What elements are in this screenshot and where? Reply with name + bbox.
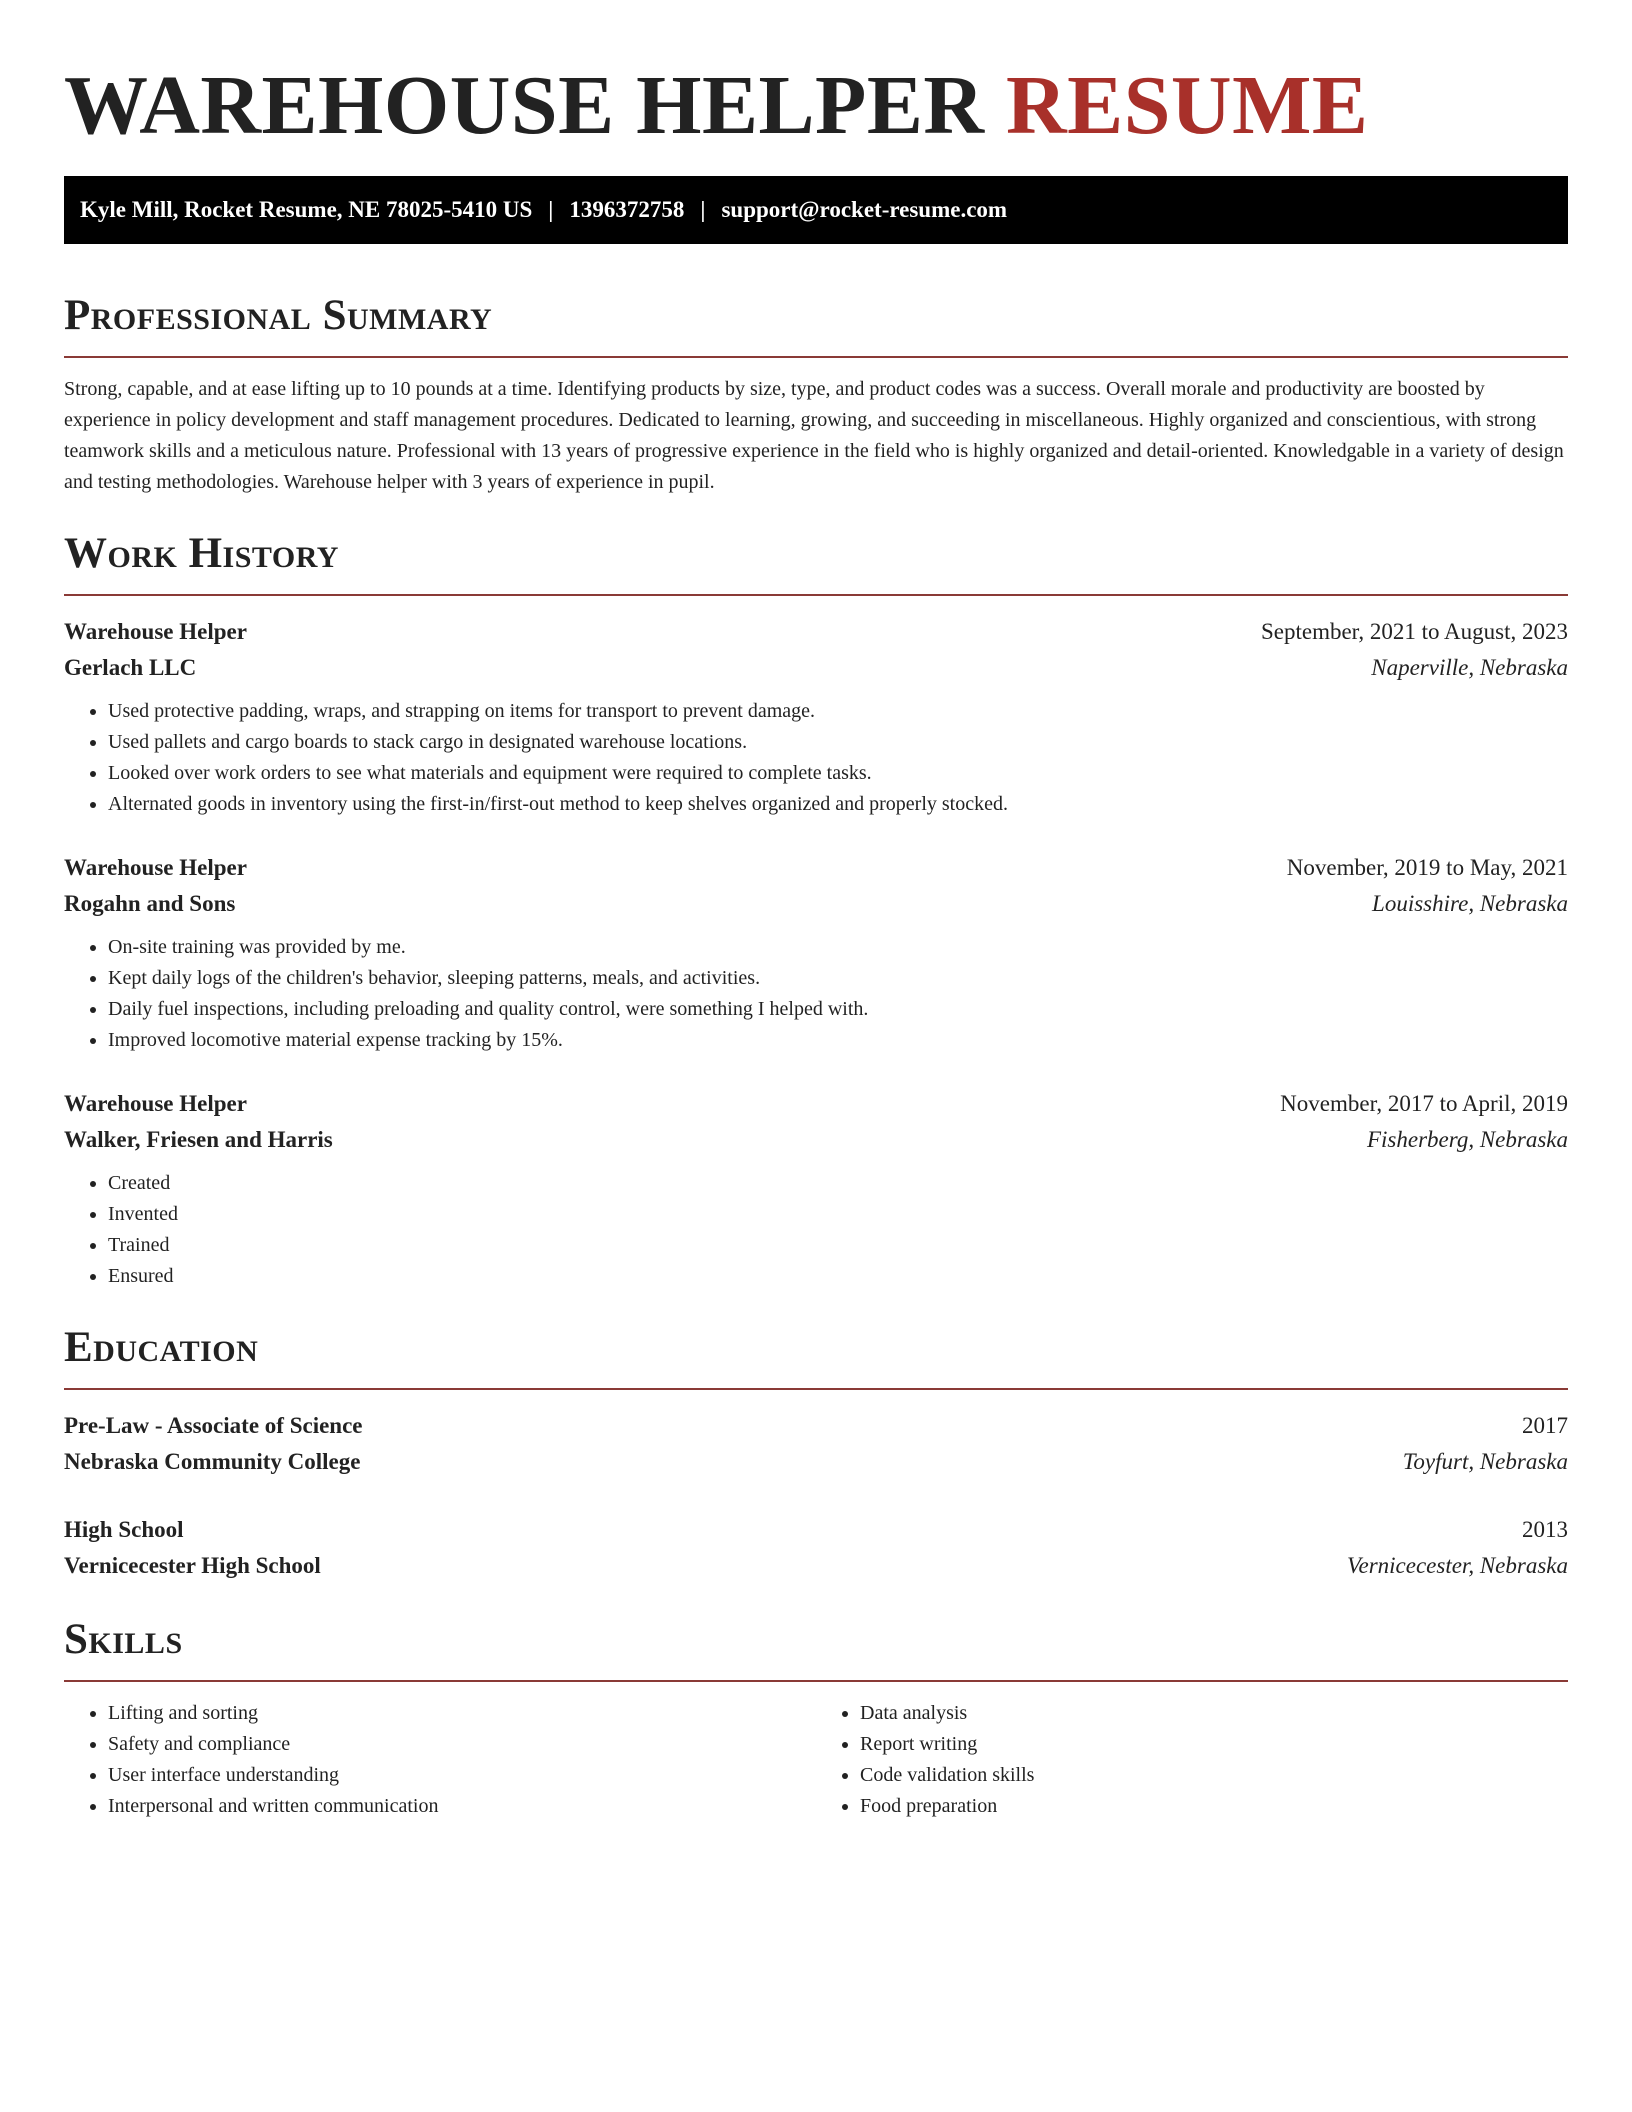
job-bullet: • Ensured	[108, 1261, 1568, 1292]
skills-list-left	[64, 1698, 816, 1822]
skill-item: • Food preparation	[860, 1791, 1568, 1822]
skill-item: • Data analysis	[860, 1698, 1568, 1729]
job-title: Warehouse Helper	[64, 855, 247, 880]
contact-phone: 1396372758	[569, 197, 685, 222]
job-location: Fisherberg, Nebraska	[1366, 1127, 1568, 1152]
work-history-heading: Work History	[64, 530, 339, 577]
section-divider	[64, 1680, 1568, 1682]
contact-separator: |	[700, 197, 706, 222]
job-bullet: • Improved locomotive material expense tracking by 15%.	[108, 1025, 1568, 1056]
education-location: Toyfurt, Nebraska	[1402, 1449, 1568, 1474]
job-bullet: • Kept daily logs of the children's behavior, sleeping patterns, meals, and activities.	[108, 963, 1568, 994]
skill-item: • Report writing	[860, 1729, 1568, 1760]
education-heading: Education	[64, 1324, 259, 1371]
job-company: Walker, Friesen and Harris	[64, 1127, 333, 1152]
job-entry	[64, 614, 1568, 820]
education-entry	[64, 1408, 1568, 1480]
job-bullet: • Used protective padding, wraps, and strapping on items for transport to prevent damage.	[108, 696, 1568, 727]
job-bullet: • Looked over work orders to see what materials and equipment were required to complete tasks.	[108, 758, 1568, 789]
title-main: WAREHOUSE HELPER	[64, 59, 985, 152]
job-title: Warehouse Helper	[64, 619, 247, 644]
skill-item: • Lifting and sorting	[108, 1698, 816, 1729]
contact-bar	[64, 176, 1568, 244]
education-location: Vernicecester, Nebraska	[1347, 1553, 1568, 1578]
job-location: Louisshire, Nebraska	[1372, 891, 1568, 916]
job-bullet: • Created	[108, 1168, 1568, 1199]
education-year: 2013	[1522, 1517, 1568, 1542]
job-entry	[64, 850, 1568, 1056]
job-title: Warehouse Helper	[64, 1091, 247, 1116]
summary-heading: Professional Summary	[64, 292, 493, 339]
contact-address: Kyle Mill, Rocket Resume, NE 78025-5410 US	[80, 197, 533, 222]
education-year: 2017	[1522, 1413, 1568, 1438]
job-company: Rogahn and Sons	[64, 891, 236, 916]
summary-section	[64, 290, 1568, 498]
resume-title	[64, 56, 1568, 156]
section-divider	[64, 1388, 1568, 1390]
skill-item: • User interface understanding	[108, 1760, 816, 1791]
education-degree: Pre-Law - Associate of Science	[64, 1413, 363, 1438]
section-divider	[64, 594, 1568, 596]
education-degree: High School	[64, 1517, 184, 1542]
job-bullet: • Used pallets and cargo boards to stack cargo in designated warehouse locations.	[108, 727, 1568, 758]
education-section	[64, 1322, 1568, 1584]
section-divider	[64, 356, 1568, 358]
skills-list-right	[816, 1698, 1568, 1822]
contact-email: support@rocket-resume.com	[721, 197, 1008, 222]
job-bullet: • Trained	[108, 1230, 1568, 1261]
skill-item: • Interpersonal and written communication	[108, 1791, 816, 1822]
skills-columns	[64, 1698, 1568, 1822]
job-dates: November, 2017 to April, 2019	[1280, 1091, 1568, 1116]
job-entry	[64, 1086, 1568, 1292]
summary-text: Strong, capable, and at ease lifting up to 10 pounds at a time. Identifying products by size, type, and product codes was a success. Overall morale and productivity are boosted by experience in policy development and staff management procedures. Dedicated to learning, growing, and succeeding in miscellaneous. Highly organized and conscientious, with strong teamwork skills and a meticulous nature. Professional with 13 years of progressive experience in the field who is highly organized and detail-oriented. Knowledgable in a variety of design and testing methodologies. Warehouse helper with 3 years of experience in pupil.	[64, 378, 1564, 493]
job-dates: November, 2019 to May, 2021	[1286, 855, 1568, 880]
skills-section	[64, 1614, 1568, 1822]
education-entry	[64, 1512, 1568, 1584]
skill-item: • Safety and compliance	[108, 1729, 816, 1760]
job-bullet: • Daily fuel inspections, including preloading and quality control, were something I helped with.	[108, 994, 1568, 1025]
education-school: Vernicecester High School	[64, 1553, 321, 1578]
job-dates: September, 2021 to August, 2023	[1260, 619, 1568, 644]
education-school: Nebraska Community College	[64, 1449, 361, 1474]
job-bullets	[64, 696, 1568, 820]
job-bullets	[64, 1168, 1568, 1292]
skill-item: • Code validation skills	[860, 1760, 1568, 1791]
title-accent: RESUME	[1006, 59, 1369, 152]
job-bullets	[64, 932, 1568, 1056]
work-history-section	[64, 528, 1568, 1292]
job-location: Naperville, Nebraska	[1371, 655, 1568, 680]
skills-heading: Skills	[64, 1616, 183, 1663]
job-bullet: • Alternated goods in inventory using the first-in/first-out method to keep shelves organized and properly stocked.	[108, 789, 1568, 820]
job-bullet: • On-site training was provided by me.	[108, 932, 1568, 963]
job-bullet: • Invented	[108, 1199, 1568, 1230]
job-company: Gerlach LLC	[64, 655, 197, 680]
contact-separator: |	[548, 197, 554, 222]
